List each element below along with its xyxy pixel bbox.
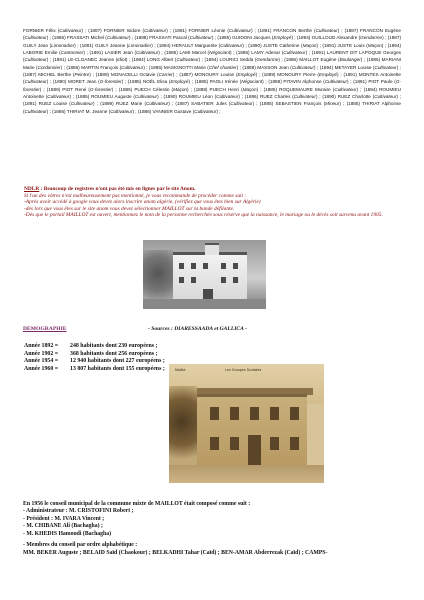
person-name: (1894) HERAULT Marguerite <box>157 42 218 48</box>
person-name: (1889) MONOURY Pierre <box>262 72 316 78</box>
person-occupation: Chef chantier <box>208 64 237 70</box>
person-name: (1884) LONG Albert <box>131 57 174 63</box>
person-name: (1885) THIRIAT Alphonse <box>346 101 401 107</box>
postcard-road <box>169 465 324 483</box>
person-name: (1891) LAURENT DIT LAPOQUE Georges <box>311 50 401 56</box>
person-occupation: Boulanger <box>339 57 361 63</box>
person-name: (1886) MARIANI Marie <box>23 57 401 70</box>
population-year: Année 1954 = <box>24 358 59 365</box>
name-entry: (1891) RUEZ Louise (Cultivateur) ; <box>23 101 101 107</box>
person-name: (1890) RUEZ Charlotte <box>322 94 371 100</box>
name-entry: (1887) GUILY Jean (Limonadier) ; <box>23 35 401 48</box>
population-row <box>24 343 224 351</box>
person-occupation: Carrier <box>158 72 173 78</box>
person-name: (1894) METAYER Louise <box>319 64 372 70</box>
person-name: (1891) FORNIER Léonie <box>173 28 226 33</box>
name-entry: (1887) SABATIER Jules (Cultivateur) ; <box>175 101 260 107</box>
person-occupation: Cordonnier <box>37 64 61 70</box>
person-name: (1887) SABATIER Jules <box>175 101 227 107</box>
name-entry: (1894) LABORIE Emilie (Cantonnier) ; <box>23 42 401 56</box>
person-name: (1886) FRASSATI Michel <box>52 35 104 41</box>
person-occupation: Cultivateur <box>194 108 217 114</box>
person-name: (1891) MONTES Antoinette <box>343 72 402 78</box>
person-occupation: Cultivateur <box>334 86 357 92</box>
name-entry: (1891) FRANCON Berthe (Cultivateur) ; <box>257 28 345 33</box>
name-entry: (1891) FORNIER Léonie (Cultivateur) ; <box>173 28 258 33</box>
person-name: (1885) ROUMIEU Auguste <box>75 94 132 100</box>
name-entry: (1885) THIRIAT Alphonse (Cultivateur) ; <box>23 101 401 114</box>
person-occupation: Maçon <box>242 86 257 92</box>
name-entry: (1891) PIOT Paule (G-forestier) ; <box>23 79 402 92</box>
name-entry: (1889) PIOT René (G-forestier) ; <box>46 86 119 92</box>
name-entry: (1891) LASIER Jean (Cultivateur) ; <box>89 50 165 56</box>
ndlr-line: -Après avoir accédé à google vous devez alors inscrire anom algérie, (vérifiez que vous êtes bien sur Algérie) <box>24 199 261 206</box>
population-text: 368 habitants dont 256 européens ; <box>70 350 158 357</box>
population-year: Année 1892 = <box>24 343 59 349</box>
person-name: (1890) JUSTE Catherine <box>248 42 300 48</box>
person-name: (1886) THIRIAT M. Jeanne <box>52 108 108 114</box>
name-entry: (1888) FRASSATI Pascal (Cultivateur) ; <box>134 35 218 41</box>
person-occupation: Idiot <box>117 57 126 63</box>
person-name: (1885) GUIDONI Jacques <box>217 35 271 41</box>
person-name: (1891) PIOT Paule <box>353 79 393 85</box>
ndlr-line: -dès lors que vous êtes sur le site anom vous devez sélectionner MAILLOT sur la bande défilante. <box>24 205 235 212</box>
demographie-sources: - Sources : DIARESSAADA et GALLICA - <box>148 326 247 332</box>
name-entry: (1888) MASSON Jean (Cultivateur) ; <box>242 64 320 70</box>
person-occupation: Cultivateur <box>324 79 347 85</box>
person-name: (1889) RUEZ Marie <box>100 101 143 107</box>
person-name: FORNIER Félix <box>23 28 56 33</box>
person-occupation: G-forestier <box>99 79 122 85</box>
person-occupation: Cultivateur <box>293 94 316 100</box>
postcard-caption-center: Les Groupes Scolaires <box>225 368 262 372</box>
person-occupation: Cultivateur <box>136 50 159 56</box>
name-entry: (1889) RUEZ Marie (Cultivateur) ; <box>100 101 176 107</box>
name-entry: (1886) MAILLOT Eugène (Boulanger) ; <box>284 57 367 63</box>
name-entry: (1890) ROUMIEU Léon (Cultivateur) ; <box>163 94 245 100</box>
population-text: 248 habitants dont 230 européens ; <box>70 343 158 349</box>
population-row <box>24 351 224 359</box>
person-occupation: Gendarme <box>360 35 383 41</box>
name-entry: (1890) MORET Jean (G-forestier) ; <box>52 79 128 85</box>
person-occupation: Maçon <box>367 42 382 48</box>
person-name: (1886) VANNIER Gustave <box>137 108 192 114</box>
name-entry: (1891) LE-CLOANEC Jeanne (Idiot) ; <box>52 57 132 63</box>
name-entry: (1886) LAMY Adenar (Cultivateur) ; <box>236 50 312 56</box>
person-name: (1885) PAOLI Irénée <box>194 79 238 85</box>
person-name: (1888) FRASSATI Pascal <box>134 35 187 41</box>
person-name: (1886) LAMY Adenar <box>236 50 281 56</box>
person-name: (1885) LAMI Marcel <box>164 50 206 56</box>
person-name: (1891) FRANCON Berthe <box>257 28 312 33</box>
person-name: (1894) LABORIE Emilie <box>23 42 401 56</box>
name-entry: (1886) VANNIER Gustave (Cultivateur) ; <box>137 108 221 114</box>
name-entry: (1885) NOËL Elisa (Employé) ; <box>127 79 195 85</box>
demographie-title: DEMOGRAPHIE <box>23 326 67 332</box>
person-name: (1886) RUEZ Charles <box>244 94 291 100</box>
person-occupation: Négociant <box>209 50 230 56</box>
name-entry: (1886) MARIANI Marie (Cordonnier) ; <box>23 57 401 70</box>
person-occupation: Cultivateur <box>134 94 158 100</box>
population-year: Année 1902 = <box>24 350 59 357</box>
name-entry: (1885) MASIGNOTTI Marie (Chef chantier) ; <box>149 64 243 70</box>
postcard-tree <box>169 386 197 466</box>
person-name: (1885) ROQUEMAURE Muraire <box>263 86 331 92</box>
person-name: (1894) ROUMIEU Antoinette <box>23 86 401 100</box>
person-occupation: Maçon <box>302 42 317 48</box>
person-name: (1889) MONACELLI Octavie <box>95 72 156 78</box>
name-entry: (1889) MONOURY Pierre (Employé) ; <box>262 72 344 78</box>
name-entry: (1891) MONTES Antoinette (Cultivateur) ; <box>23 72 402 85</box>
ndlr-label: NDLR <box>24 186 40 192</box>
name-entry: (1887) MICHEL Berthe (Peintre) ; <box>23 72 96 78</box>
person-occupation: Cultivateur <box>220 42 243 48</box>
postcard-building <box>196 394 307 468</box>
council-officer: - Administrateur : M. CRISTOFINI Robert ; <box>23 508 134 515</box>
name-entry: (1885) ROUMIEU Auguste (Cultivateur) ; <box>75 94 164 100</box>
person-occupation: Cultivateur <box>70 101 94 107</box>
name-entry: (1890) JUSTE Catherine (Maçon) ; <box>248 42 323 48</box>
person-name: (1891) RUEZ Louise <box>23 101 68 107</box>
person-name: (1888) PUECH Henri <box>194 86 239 92</box>
person-occupation: Cantonnier <box>60 50 84 56</box>
name-entry: (1894) HERAULT Marguerite (Cultivateur) ; <box>157 42 249 48</box>
person-occupation: Négociant <box>241 79 263 85</box>
name-entry: (1886) RUEZ Charles (Cultivateur) ; <box>244 94 323 100</box>
person-occupation: Limonadier <box>51 42 75 48</box>
council-members-line: MM. BEKER Auguste ; BELAID Saïd (Chaokour) ; BELKADHI Tahar (Caïd) ; BEN-AMAR Abderrezak (Caïd) ; CAMPS- <box>23 549 328 556</box>
person-occupation: Cultivateur <box>24 79 47 85</box>
person-occupation: Cultivateur <box>374 64 397 70</box>
person-name: (1890) MORET Jean <box>52 79 97 85</box>
person-occupation: G-forestier <box>89 86 112 92</box>
population-year: Année 1960 = <box>24 365 59 372</box>
person-name: (1886) MAILLOT Eugène <box>284 57 337 63</box>
person-occupation: Cultivateur <box>47 94 70 100</box>
person-occupation: Employé <box>318 72 337 78</box>
person-occupation: Cultivateur <box>146 101 169 107</box>
postcard-caption-left: Maillot <box>175 368 186 372</box>
person-name: (1886) MARTIN François <box>66 64 119 70</box>
name-entry: (1885) GUIDONI Jacques (Employé) ; <box>217 35 297 41</box>
photo-tower <box>205 243 219 255</box>
person-occupation: Cultivateur <box>59 28 82 33</box>
population-text: 12 940 habitants dont 227 européens ; <box>70 358 165 365</box>
person-name: (1885) NOËL Elisa <box>127 79 168 85</box>
person-occupation: Employé <box>170 79 189 85</box>
name-entry: (1885) LAMI Marcel (Négociant) ; <box>164 50 237 56</box>
person-name: (1888) MASSON Jean <box>242 64 289 70</box>
name-entry: (1888) PITAVIN Alphonse (Cultivateur) ; <box>268 79 354 85</box>
school-postcard <box>169 364 324 483</box>
person-name: (1887) FRANCON Eugène <box>344 28 401 33</box>
ndlr-line: Si l'un des vôtres n'est malheureusement pas mentionné, je vous recommande de procéder comme suit : <box>24 192 247 199</box>
person-occupation: G-forestier <box>23 79 402 92</box>
council-officer: - M. CHIBANE Ali (Bachagha) ; <box>23 523 103 530</box>
person-name: (1891) LE-CLOANEC Jeanne <box>52 57 115 63</box>
person-occupation: Cultivateur <box>24 108 47 114</box>
person-occupation: Cultivateur <box>230 101 253 107</box>
person-occupation: Cultivateur <box>110 108 133 114</box>
person-name: (1885) SEBASTIEN François <box>259 101 322 107</box>
name-entry: (1887) FORNIER Isidore (Cultivateur) ; <box>88 28 174 33</box>
name-entry: FORNIER Félix (Cultivateur) ; <box>23 28 89 33</box>
population-text: 13 807 habitants dont 155 européens ; <box>70 365 165 372</box>
name-entry: (1894) LOURICI Sedda (Gendarme) ; <box>204 57 285 63</box>
person-occupation: Cultivateur <box>24 57 47 63</box>
person-name: (1885) PUECH Célestin <box>118 86 170 92</box>
name-entry: (1885) ROQUEMAURE Muraire (Cultivateur) ; <box>263 86 364 92</box>
person-occupation: Cultivateur <box>176 57 199 63</box>
person-name: (1889) PIOT René <box>46 86 87 92</box>
council-section <box>23 501 401 557</box>
ndlr-line: -Dès que le portail MAILLOT est ouvert, mentionnez le nom de la personne recherchée sous réserve que la naissance, le mariage ou le décès soit survenu avant 1905. <box>24 212 383 219</box>
council-members-title: - Membres du conseil par ordre alphabétique : <box>23 542 138 549</box>
name-entry: (1885) PUECH Célestin (Maçon) ; <box>118 86 195 92</box>
ndlr-heading-text: : Beaucoup de registres n'ont pas été mis en lignes par le site Anom. <box>39 186 196 192</box>
person-occupation: Cultivateur <box>144 28 167 33</box>
name-entry: (1887) MONOURY Louise (Employé) ; <box>179 72 263 78</box>
person-name: (1891) GUILY Jeanne <box>80 42 126 48</box>
person-occupation: Cultivateur <box>189 35 212 41</box>
postcard-caption <box>175 368 318 372</box>
name-entry: (1886) THIRIAT M. Jeanne (Cultivateur) ; <box>52 108 138 114</box>
person-name: (1894) GUILLOUD Alexandre <box>296 35 358 41</box>
person-name: (1891) LASIER Jean <box>89 50 133 56</box>
person-occupation: Gendarme <box>256 57 279 63</box>
name-entry: (1888) PUECH Henri (Maçon) ; <box>194 86 264 92</box>
person-name: (1888) PITAVIN Alphonse <box>268 79 322 85</box>
photo-ground <box>143 299 266 309</box>
person-occupation: Employé <box>273 35 292 41</box>
name-entry: (1894) ROUMIEU Antoinette (Cultivateur) ; <box>23 86 401 100</box>
name-entry: (1884) LONG Albert (Cultivateur) ; <box>131 57 205 63</box>
person-name: (1894) LOURICI Sedda <box>204 57 254 63</box>
births-name-list <box>23 27 401 115</box>
name-entry: (1885) PAOLI Irénée (Négociant) ; <box>194 79 269 85</box>
person-occupation: Cultivateur <box>283 50 306 56</box>
person-name: (1887) MICHEL Berthe <box>23 72 72 78</box>
council-officer: - M. KHEDIS Hamoudi (Bachagha) <box>23 530 112 537</box>
person-occupation: Limonadier <box>128 42 152 48</box>
person-occupation: Cultivateur <box>121 64 144 70</box>
person-occupation: Maçon <box>173 86 188 92</box>
demographie-heading-row <box>23 326 401 334</box>
person-name: (1890) ROUMIEU Léon <box>163 94 213 100</box>
person-occupation: Cultivateur <box>228 28 252 33</box>
person-occupation: Employé <box>237 72 256 78</box>
person-occupation: Cultivateur <box>291 64 315 70</box>
name-entry: (1886) FRASSATI Michel (Cultivateur) ; <box>52 35 135 41</box>
person-name: (1887) FORNIER Isidore <box>88 28 141 33</box>
name-entry: (1885) SEBASTIEN François (Mineur) ; <box>259 101 347 107</box>
person-occupation: Cultivateur <box>24 35 47 41</box>
person-occupation: Mineur <box>325 101 340 107</box>
person-name: (1887) MONOURY Louise <box>179 72 235 78</box>
person-occupation: Cultivateur <box>216 94 239 100</box>
person-occupation: Peintre <box>74 72 90 78</box>
name-entry: (1890) RUEZ Charlotte (Cultivateur) ; <box>322 94 402 100</box>
person-name: (1891) JUSTE Louis <box>322 42 365 48</box>
name-entry: (1891) JUSTE Louis (Maçon) ; <box>322 42 388 48</box>
person-occupation: Cultivateur <box>374 94 397 100</box>
building-photo <box>143 240 266 309</box>
ndlr-note <box>24 186 400 219</box>
council-intro: En 1956 le conseil municipal de la commune mixte de MAILLOT était composé comme suit : <box>23 501 251 507</box>
name-entry: (1886) MARTIN François (Cultivateur) ; <box>66 64 150 70</box>
council-officer: - Président : M. IVARA Vincent ; <box>23 515 105 522</box>
person-occupation: Cultivateur <box>315 28 338 33</box>
name-entry: (1891) GUILY Jeanne (Limonadier) ; <box>80 42 158 48</box>
name-entry: (1889) MONACELLI Octavie (Carrier) ; <box>95 72 180 78</box>
person-occupation: Cultivateur <box>106 35 130 41</box>
name-entry: (1891) LAURENT DIT LAPOQUE Georges (Cultivateur) ; <box>23 50 401 63</box>
name-entry: (1894) GUILLOUD Alexandre (Gendarme) ; <box>296 35 388 41</box>
photo-building <box>173 252 247 305</box>
person-name: (1885) MASIGNOTTI Marie <box>149 64 206 70</box>
name-entry: (1894) METAYER Louise (Cultivateur) ; <box>319 64 401 70</box>
person-name: (1887) GUILY Jean <box>23 35 401 48</box>
name-entry: (1887) FRANCON Eugène (Cultivateur) ; <box>23 28 401 41</box>
